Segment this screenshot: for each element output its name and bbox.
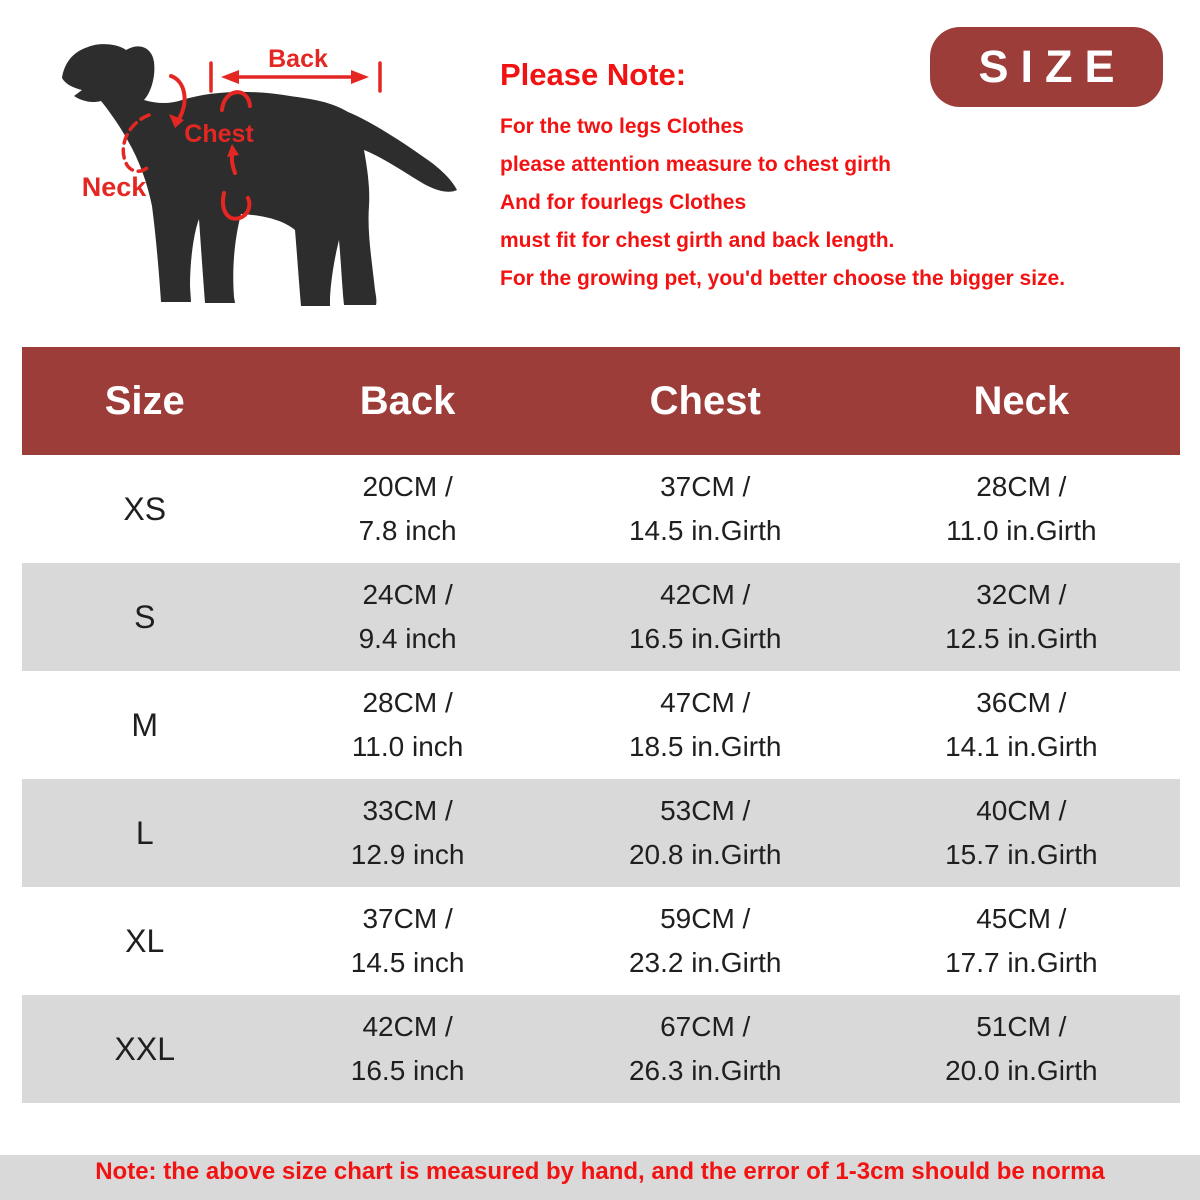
back-arrowhead-right — [351, 70, 369, 84]
size-cell: M — [131, 706, 159, 743]
header-size: Size — [104, 378, 185, 423]
back-measure-label: Back — [268, 45, 328, 73]
value-inch: 14.5 inch — [350, 947, 465, 978]
neck-measure-label: Neck — [81, 172, 147, 202]
value-cm: 42CM / — [660, 579, 751, 610]
chest-cell — [548, 573, 863, 661]
value-inch: 20.0 in.Girth — [945, 1055, 1098, 1086]
neck-cell — [863, 573, 1180, 661]
value-inch: 16.5 in.Girth — [628, 623, 782, 654]
value-inch: 11.0 in.Girth — [946, 515, 1097, 546]
neck-cell — [863, 681, 1180, 769]
value-cm: 53CM / — [660, 795, 751, 826]
chest-measure-label: Chest — [184, 120, 254, 148]
value-cm: 24CM / — [362, 579, 453, 610]
note-line: must fit for chest girth and back length. — [500, 229, 895, 252]
value-inch: 20.8 in.Girth — [628, 839, 782, 870]
value-cm: 42CM / — [362, 1011, 453, 1042]
note-line: For the two legs Clothes — [500, 115, 744, 138]
table-row-s — [22, 563, 1180, 671]
chest-cell — [548, 1005, 863, 1093]
table-row-m — [22, 671, 1180, 779]
back-arrowhead-left — [221, 70, 239, 84]
size-cell: XS — [123, 490, 167, 527]
chest-cell — [548, 789, 863, 877]
value-inch: 7.8 inch — [358, 515, 457, 546]
size-table — [22, 347, 1180, 1103]
chest-cell — [548, 897, 863, 985]
back-cell — [267, 789, 547, 877]
value-cm: 20CM / — [362, 471, 453, 502]
table-row-xs — [22, 455, 1180, 563]
chest-cell — [548, 681, 863, 769]
value-cm: 40CM / — [976, 795, 1067, 826]
table-row-l — [22, 779, 1180, 887]
value-inch: 14.5 in.Girth — [628, 515, 782, 546]
back-cell — [267, 573, 547, 661]
table-header-row — [22, 347, 1180, 455]
table-row-xl — [22, 887, 1180, 995]
value-cm: 32CM / — [976, 579, 1067, 610]
chest-cell — [548, 465, 863, 553]
value-inch: 12.5 in.Girth — [945, 623, 1098, 654]
header-neck: Neck — [973, 378, 1070, 423]
value-cm: 47CM / — [660, 687, 751, 718]
value-cm: 36CM / — [976, 687, 1067, 718]
back-cell — [267, 681, 547, 769]
neck-cell — [863, 1005, 1180, 1093]
size-badge-label: SIZE — [978, 41, 1127, 92]
neck-cell — [863, 789, 1180, 877]
value-inch: 17.7 in.Girth — [945, 947, 1098, 978]
value-cm: 33CM / — [362, 795, 453, 826]
value-inch: 23.2 in.Girth — [628, 947, 782, 978]
header-chest: Chest — [649, 378, 761, 423]
value-inch: 26.3 in.Girth — [628, 1055, 782, 1086]
note-line: For the growing pet, you'd better choose the bigger size. — [500, 267, 1066, 290]
back-cell — [267, 897, 547, 985]
value-cm: 28CM / — [362, 687, 453, 718]
dog-measurement-diagram — [0, 0, 500, 340]
header-back: Back — [359, 378, 456, 423]
note-line: And for fourlegs Clothes — [500, 191, 747, 214]
size-cell: L — [135, 814, 154, 851]
back-cell — [267, 1005, 547, 1093]
note-line: please attention measure to chest girth — [500, 153, 891, 176]
value-cm: 59CM / — [660, 903, 751, 934]
value-inch: 18.5 in.Girth — [628, 731, 782, 762]
value-inch: 9.4 inch — [358, 623, 457, 654]
size-badge — [930, 27, 1163, 107]
size-cell: XXL — [114, 1030, 175, 1067]
value-inch: 12.9 inch — [350, 839, 465, 870]
footer-note-bar — [0, 1155, 1200, 1200]
footer-note-text: Note: the above size chart is measured by hand, and the error of 1-3cm should be norma — [95, 1158, 1105, 1185]
value-cm: 45CM / — [976, 903, 1067, 934]
neck-cell — [863, 465, 1180, 553]
value-inch: 14.1 in.Girth — [945, 731, 1098, 762]
value-cm: 37CM / — [362, 903, 453, 934]
value-inch: 16.5 inch — [350, 1055, 465, 1086]
value-cm: 51CM / — [976, 1011, 1067, 1042]
table-row-xxl — [22, 995, 1180, 1103]
value-cm: 67CM / — [660, 1011, 751, 1042]
value-inch: 11.0 inch — [351, 731, 464, 762]
size-cell: S — [134, 598, 156, 635]
size-cell: XL — [125, 922, 165, 959]
value-cm: 28CM / — [976, 471, 1067, 502]
value-inch: 15.7 in.Girth — [945, 839, 1098, 870]
neck-cell — [863, 897, 1180, 985]
note-title: Please Note: — [500, 57, 687, 92]
back-cell — [267, 465, 547, 553]
value-cm: 37CM / — [660, 471, 751, 502]
